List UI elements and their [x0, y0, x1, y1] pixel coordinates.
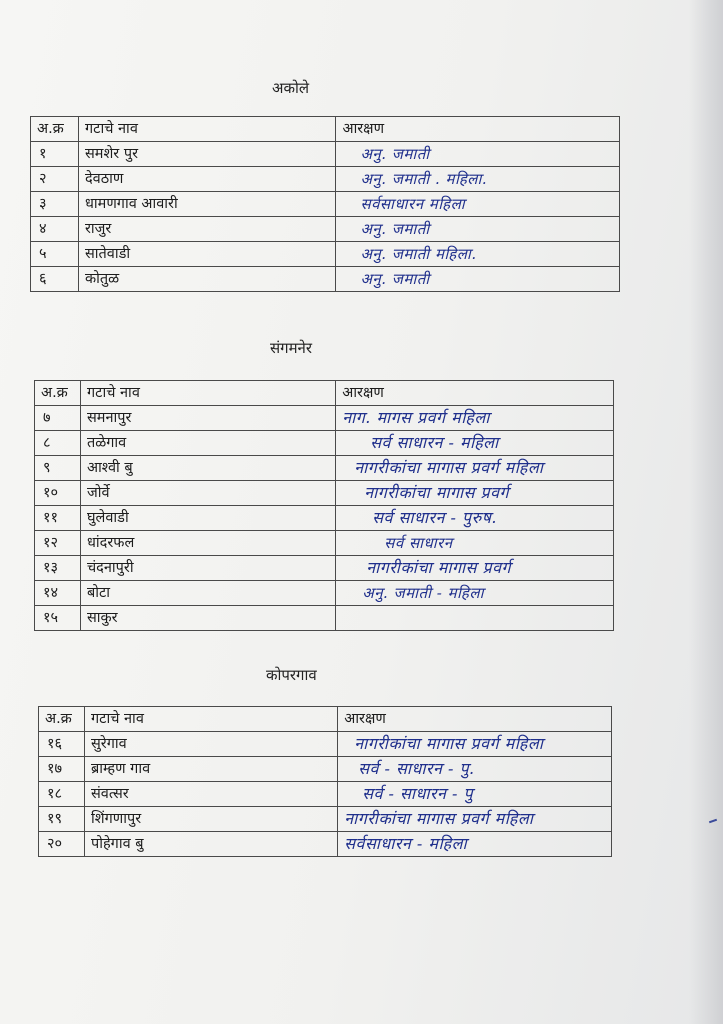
serial-cell: ८	[35, 431, 81, 456]
header-serial: अ.क्र	[31, 117, 79, 142]
table-row	[35, 506, 614, 531]
reservation-cell	[336, 217, 620, 242]
group-name-cell: आश्वी बु	[80, 456, 335, 481]
serial-cell: १	[31, 142, 79, 167]
group-name-cell: शिंगणापुर	[84, 807, 337, 832]
serial-cell: १२	[35, 531, 81, 556]
reservation-cell	[338, 807, 612, 832]
reservation-cell	[336, 531, 614, 556]
table-row	[39, 832, 612, 857]
handwritten-reservation: सर्व - साधारन - पु	[362, 783, 474, 803]
header-serial: अ.क्र	[35, 381, 81, 406]
group-name-cell: ब्राम्हण गाव	[84, 757, 337, 782]
handwritten-reservation: नागरीकांचा मागास प्रवर्ग महिला	[344, 808, 534, 828]
handwritten-reservation: अनु. जमाती	[360, 219, 430, 238]
table-row	[31, 217, 620, 242]
section-title-akole: अकोले	[272, 79, 310, 97]
handwritten-reservation: सर्व - साधारन - पु.	[358, 758, 475, 778]
handwritten-reservation: नागरीकांचा मागास प्रवर्ग	[366, 557, 512, 577]
serial-cell: ५	[31, 242, 79, 267]
table-row	[35, 531, 614, 556]
reservation-cell	[336, 581, 614, 606]
group-name-cell: बोटा	[80, 581, 335, 606]
reservation-cell	[336, 606, 614, 631]
group-name-cell: साकुर	[80, 606, 335, 631]
table-row	[35, 606, 614, 631]
group-name-cell: समनापुर	[80, 406, 335, 431]
reservation-cell	[336, 481, 614, 506]
table-row	[39, 782, 612, 807]
reservation-cell	[338, 832, 612, 857]
reservation-cell	[336, 406, 614, 431]
group-name-cell: संवत्सर	[84, 782, 337, 807]
reservation-cell	[336, 506, 614, 531]
table-row	[39, 807, 612, 832]
table-row	[35, 581, 614, 606]
reservation-cell	[336, 267, 620, 292]
group-name-cell: समशेर पुर	[78, 142, 335, 167]
kopargaon-table	[38, 706, 612, 857]
table-row	[31, 242, 620, 267]
header-reservation: आरक्षण	[336, 117, 620, 142]
handwritten-reservation: सर्वसाधारन - महिला	[344, 833, 468, 853]
group-name-cell: पोहेगाव बु	[84, 832, 337, 857]
table-row	[35, 456, 614, 481]
section-title-kopargaon: कोपरगाव	[266, 666, 317, 684]
serial-cell: १४	[35, 581, 81, 606]
table-header-row	[31, 117, 620, 142]
akole-table	[30, 116, 620, 292]
table-row	[35, 406, 614, 431]
serial-cell: ९	[35, 456, 81, 481]
sangamner-table	[34, 380, 614, 631]
handwritten-reservation: अनु. जमाती . महिला.	[360, 169, 488, 188]
serial-cell: ३	[31, 192, 79, 217]
handwritten-reservation: अनु. जमाती - महिला	[362, 583, 484, 602]
group-name-cell: चंदनापुरी	[80, 556, 335, 581]
reservation-cell	[336, 192, 620, 217]
group-name-cell: जोर्वे	[80, 481, 335, 506]
table-header-row	[39, 707, 612, 732]
serial-cell: २०	[39, 832, 85, 857]
table-row	[31, 267, 620, 292]
group-name-cell: सातेवाडी	[78, 242, 335, 267]
reservation-cell	[336, 242, 620, 267]
handwritten-reservation: अनु. जमाती	[360, 144, 430, 163]
section-title-sangamner: संगमनेर	[270, 339, 313, 357]
table-row	[35, 481, 614, 506]
header-group-name: गटाचे नाव	[78, 117, 335, 142]
table-header-row	[35, 381, 614, 406]
table-row	[31, 167, 620, 192]
reservation-cell	[336, 431, 614, 456]
handwritten-reservation: सर्व साधारन - महिला	[370, 432, 499, 452]
serial-cell: १०	[35, 481, 81, 506]
table-row	[31, 192, 620, 217]
handwritten-reservation: अनु. जमाती	[360, 269, 430, 288]
reservation-cell	[338, 757, 612, 782]
handwritten-reservation: अनु. जमाती महिला.	[360, 244, 477, 263]
serial-cell: ४	[31, 217, 79, 242]
serial-cell: ६	[31, 267, 79, 292]
group-name-cell: सुरेगाव	[84, 732, 337, 757]
header-reservation: आरक्षण	[338, 707, 612, 732]
reservation-cell	[336, 167, 620, 192]
group-name-cell: घुलेवाडी	[80, 506, 335, 531]
table-row	[39, 732, 612, 757]
handwritten-reservation: सर्व साधारन - पुरुष.	[372, 507, 497, 527]
serial-cell: ७	[35, 406, 81, 431]
serial-cell: १९	[39, 807, 85, 832]
group-name-cell: राजुर	[78, 217, 335, 242]
handwritten-reservation: सर्व साधारन	[384, 533, 453, 552]
reservation-cell	[338, 732, 612, 757]
handwritten-reservation: नागरीकांचा मागास प्रवर्ग महिला	[354, 457, 544, 477]
table-row	[35, 556, 614, 581]
header-group-name: गटाचे नाव	[80, 381, 335, 406]
reservation-cell	[336, 556, 614, 581]
group-name-cell: कोतुळ	[78, 267, 335, 292]
serial-cell: १८	[39, 782, 85, 807]
handwritten-reservation: नाग. मागस प्रवर्ग महिला	[342, 407, 490, 427]
group-name-cell: धांदरफल	[80, 531, 335, 556]
table-row	[39, 757, 612, 782]
group-name-cell: धामणगाव आवारी	[78, 192, 335, 217]
reservation-cell	[336, 456, 614, 481]
serial-cell: १५	[35, 606, 81, 631]
serial-cell: १६	[39, 732, 85, 757]
header-serial: अ.क्र	[39, 707, 85, 732]
serial-cell: ११	[35, 506, 81, 531]
header-group-name: गटाचे नाव	[84, 707, 337, 732]
handwritten-reservation: नागरीकांचा मागास प्रवर्ग महिला	[354, 733, 544, 753]
page-shadow	[689, 0, 723, 1024]
table-row	[31, 142, 620, 167]
group-name-cell: तळेगाव	[80, 431, 335, 456]
table-row	[35, 431, 614, 456]
header-reservation: आरक्षण	[336, 381, 614, 406]
reservation-cell	[338, 782, 612, 807]
reservation-cell	[336, 142, 620, 167]
serial-cell: १३	[35, 556, 81, 581]
handwritten-reservation: सर्वसाधारन महिला	[360, 194, 466, 213]
serial-cell: २	[31, 167, 79, 192]
group-name-cell: देवठाण	[78, 167, 335, 192]
handwritten-reservation: नागरीकांचा मागास प्रवर्ग	[364, 482, 510, 502]
serial-cell: १७	[39, 757, 85, 782]
